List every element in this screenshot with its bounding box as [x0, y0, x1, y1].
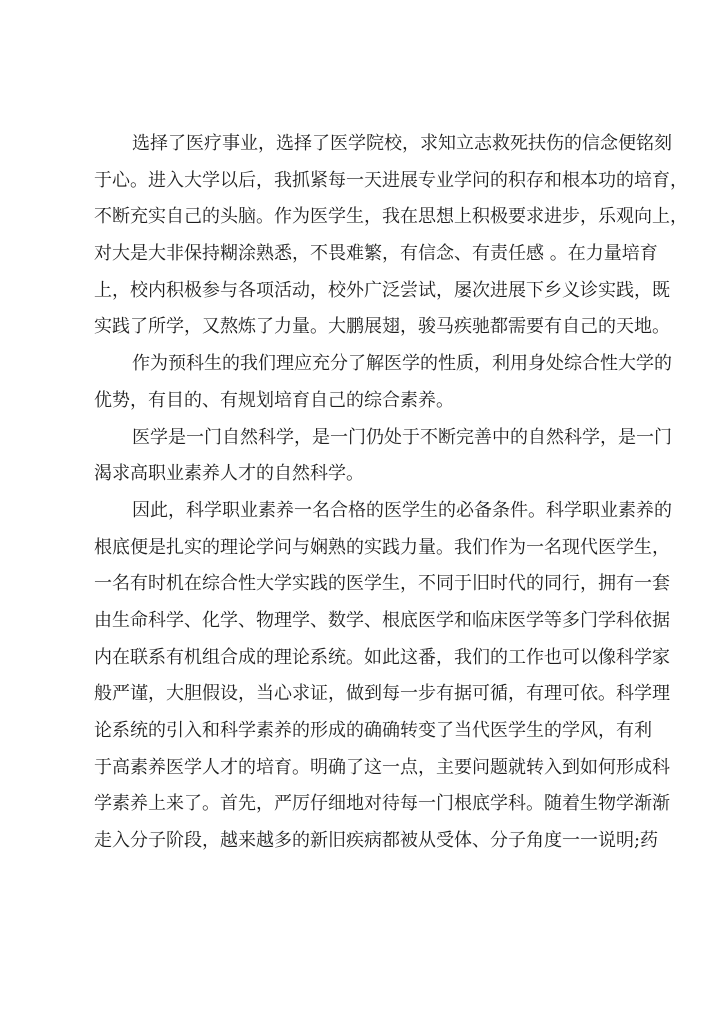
text-line: 作为预科生的我们理应充分了解医学的性质，利用身处综合性大学的	[132, 353, 672, 375]
text-line: 学素养上来了。首先，严厉仔细地对待每一门根底学科。随着生物学渐渐	[94, 793, 670, 815]
text-line: 渴求高职业素养人才的自然科学。	[94, 463, 364, 485]
text-line: 于高素养医学人才的培育。明确了这一点，主要问题就转入到如何形成科	[94, 756, 670, 778]
text-line: 对大是大非保持糊涂熟悉，不畏难繁，有信念、有责任感 。在力量培育	[94, 243, 658, 265]
text-line: 因此，科学职业素养一名合格的医学生的必备条件。科学职业素养的	[132, 499, 672, 521]
text-line: 不断充实自己的头脑。作为医学生，我在思想上积极要求进步，乐观向上，	[94, 206, 688, 228]
text-line: 实践了所学，又熬炼了力量。大鹏展翅，骏马疾驰都需要有自己的天地。	[94, 316, 670, 338]
text-line: 般严谨，大胆假设，当心求证，做到每一步有据可循，有理可依。科学理	[94, 683, 670, 705]
text-line: 内在联系有机组合成的理论系统。如此这番，我们的工作也可以像科学家	[94, 646, 670, 668]
text-line: 一名有时机在综合性大学实践的医学生，不同于旧时代的同行，拥有一套	[94, 573, 670, 595]
text-line: 由生命科学、化学、物理学、数学、根底医学和临床医学等多门学科依据	[94, 609, 670, 631]
text-line: 于心。进入大学以后，我抓紧每一天进展专业学问的积存和根本功的培育，	[94, 169, 688, 191]
text-line: 医学是一门自然科学，是一门仍处于不断完善中的自然科学，是一门	[132, 426, 672, 448]
paragraph	[94, 126, 688, 346]
text-line: 论系统的引入和科学素养的形成的确确转变了当代医学生的学风，有利	[94, 720, 652, 741]
document-body	[94, 126, 688, 860]
paragraph	[94, 493, 672, 860]
text-line: 优势，有目的、有规划培育自己的综合素养。	[94, 389, 454, 411]
paragraph	[94, 346, 672, 419]
text-line: 上，校内积极参与各项活动，校外广泛尝试，屡次进展下乡义诊实践，既	[94, 279, 670, 301]
text-line: 走入分子阶段，越来越多的新旧疾病都被从受体、分子角度一一说明;药	[94, 830, 659, 852]
text-line: 根底便是扎实的理论学问与娴熟的实践力量。我们作为一名现代医学生，	[94, 536, 670, 558]
paragraph	[94, 420, 672, 493]
text-line: 选择了医疗事业，选择了医学院校，求知立志救死扶伤的信念便铭刻	[132, 133, 672, 154]
